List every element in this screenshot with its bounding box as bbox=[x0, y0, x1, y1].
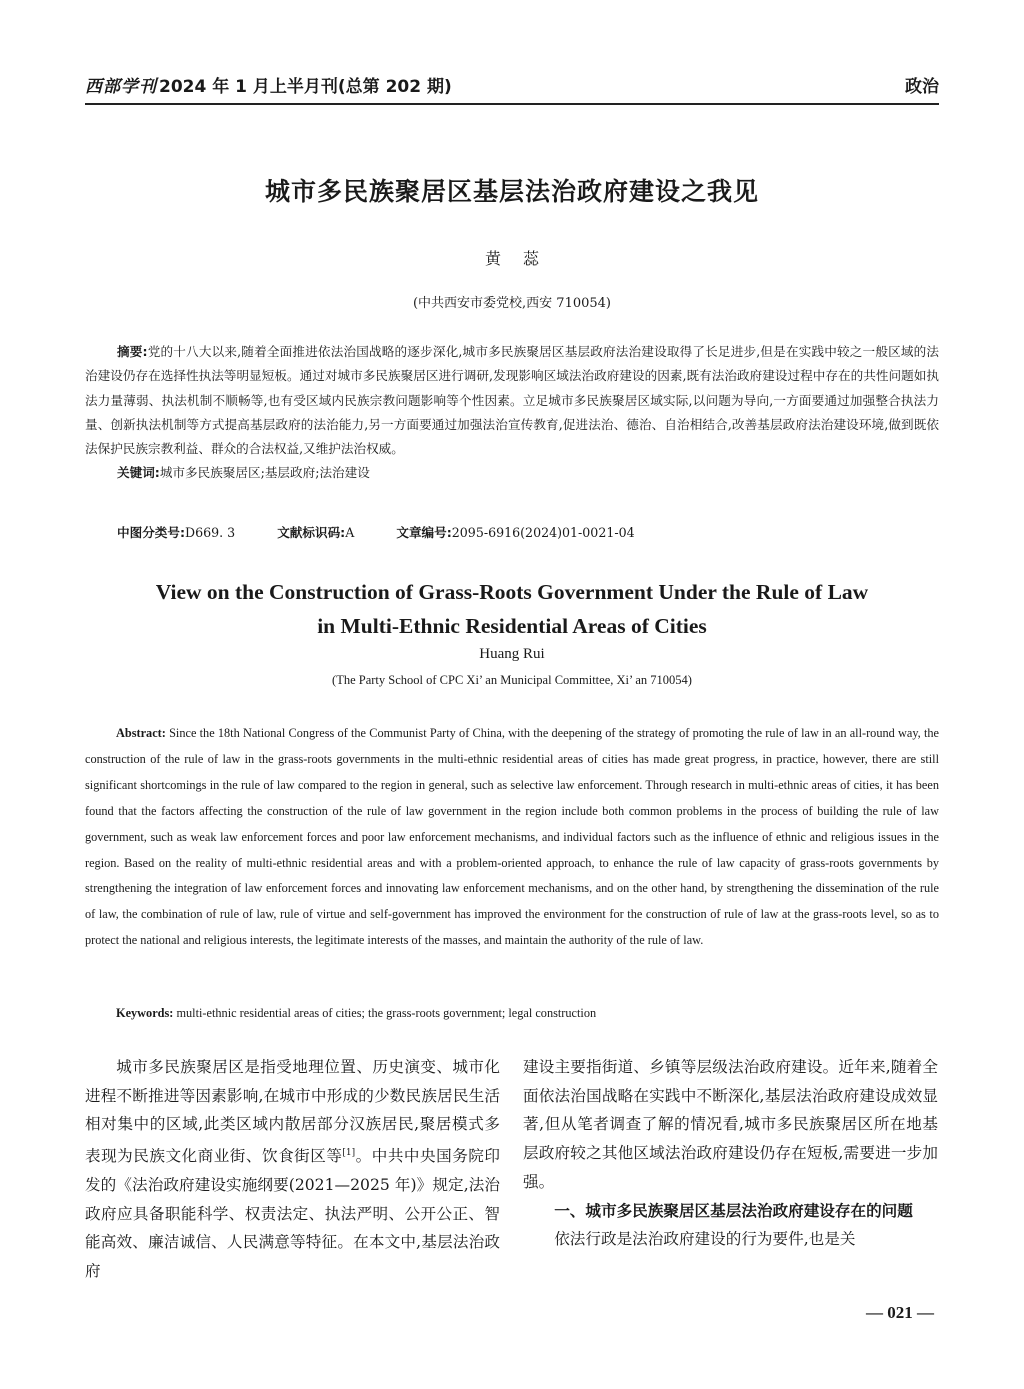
affiliation-cn: (中共西安市委党校,西安 710054) bbox=[412, 296, 612, 311]
section-heading: 一、城市多民族聚居区基层法治政府建设存在的问题 bbox=[554, 1201, 913, 1220]
abstract-cn-text: 党的十八大以来,随着全面推进依法治国战略的逐步深化,城市多民族聚居区基层政府法治建设取得了长足进步,但是在实践中较之一般区域的法治建设仍存在选择性执法等明显短板。通过对城市多民族聚居区进行调研,发现影响区域法治政府建设的因素,既有法治政府建设过程中存在的共性问题如执法力量薄弱、执法机制不顺畅等,也有受区域内民族宗教问题影响等个性因素。立足城市多民族聚居区域实际,以问题为导向,一方面要通过加强整合执法力量、创新执法机制等方式提高基层政府的法治能力,另一方面要通过加强法治宣传教育,促进法治、德治、自治相结合,改善基层政府法治建设环境,做到既依法保护民族宗教利益、群众的合法权益,又维护法治权威。 bbox=[85, 344, 939, 457]
citation-ref: [1] bbox=[342, 1148, 356, 1159]
classification-line bbox=[117, 522, 635, 541]
keywords-en bbox=[116, 1006, 939, 1021]
body-text: 。中共中央国务院印发的《法治政府建设实施纲要(2021—2025 年)》规定,法治政府应具备职能科学、权责法定、执法严明、公开公正、智能高效、廉洁诚信、人民满意等特征。在本文中,基层法治政府 bbox=[85, 1147, 500, 1281]
journal-issue bbox=[85, 72, 452, 97]
clc-value: D669. 3 bbox=[185, 525, 236, 540]
abstract-cn bbox=[85, 340, 939, 486]
title-en-line2: in Multi-Ethnic Residential Areas of Cities bbox=[317, 614, 707, 638]
body-paragraph: 建设主要指街道、乡镇等层级法治政府建设。近年来,随着全面依法治国战略在实践中不断深化,基层法治政府建设成效显著,但从笔者调查了解的情况看,城市多民族聚居区所在地基层政府较之其他区域法治政府建设仍存在短板,需要进一步加强。 bbox=[523, 1058, 938, 1191]
abstract-cn-label: 摘要: bbox=[117, 344, 148, 359]
keywords-cn-text: 城市多民族聚居区;基层政府;法治建设 bbox=[159, 465, 370, 481]
journal-logo: 西部学刊 bbox=[85, 77, 157, 97]
body-paragraph bbox=[85, 1053, 500, 1286]
body-column-right bbox=[523, 1053, 938, 1254]
keywords-en-label: Keywords: bbox=[116, 1006, 174, 1020]
affiliation-en: (The Party School of CPC Xi’ an Municipal Committee, Xi’ an 710054) bbox=[332, 673, 692, 687]
author-cn: 黄蕊 bbox=[484, 249, 561, 268]
section-label: 政治 bbox=[905, 77, 939, 97]
author-en: Huang Rui bbox=[479, 646, 545, 662]
article-no-label: 文章编号: bbox=[396, 525, 452, 540]
keywords-cn bbox=[85, 461, 939, 485]
body-text: 城市多民族聚居区是指受地理位置、历史演变、城市化进程不断推进等因素影响,在城市中形成的少数民族居民生活相对集中的区域,此类区域内散居部分汉族居民,聚居模式多表现为民族文化商业街、饮食街区等 bbox=[85, 1058, 500, 1166]
body-column-left bbox=[85, 1053, 500, 1286]
running-header bbox=[85, 72, 939, 100]
abstract-en bbox=[85, 721, 939, 954]
doc-code-label: 文献标识码: bbox=[277, 525, 346, 540]
issue-info: 2024 年 1 月上半月刊(总第 202 期) bbox=[159, 77, 452, 97]
article-title-en bbox=[60, 575, 964, 643]
abstract-en-text: Since the 18th National Congress of the Communist Party of China, with the deepening of the strategy of promoting the rule of law in an all-round way, the construction of the rule of law in the grass-roots governments in the multi-ethnic residential areas of cities has made great progress, in practice, however, there are still significant shortcomings in the rule of law compared to the region in general, such as selective law enforcement. Through research in multi-ethnic areas of cities, it has been found that the factors affecting the construction of the rule of law government in the region include both common problems in the process of building the rule of law government, such as weak law enforcement forces and poor law enforcement mechanisms, and individual factors such as the influence of ethnic and religious issues in the region. Based on the reality of multi-ethnic residential areas and with a problem-oriented approach, to enhance the rule of law capacity of grass-roots governments by strengthening the integration of law enforcement forces and innovating law enforcement mechanisms, and on the other hand, by strengthening the dissemination of the rule of law, the combination of rule of law, rule of virtue and self-government has improved the environment for the construction of rule of law at the grass-roots level, so as to protect the national and religious interests, the legitimate interests of the masses, and maintain the authority of the rule of law. bbox=[85, 726, 940, 948]
article-no-value: 2095-6916(2024)01-0021-04 bbox=[451, 525, 635, 540]
body-paragraph: 依法行政是法治政府建设的行为要件,也是关 bbox=[554, 1230, 856, 1249]
abstract-en-label: Abstract: bbox=[116, 726, 166, 740]
doc-code-value: A bbox=[345, 525, 355, 540]
header-rule bbox=[85, 103, 939, 105]
page-number: — 021 — bbox=[866, 1303, 934, 1322]
clc-label: 中图分类号: bbox=[117, 525, 186, 540]
keywords-cn-label: 关键词: bbox=[117, 465, 160, 481]
keywords-en-text: multi-ethnic residential areas of cities; the grass-roots government; legal construction bbox=[176, 1006, 597, 1020]
article-title-cn: 城市多民族聚居区基层法治政府建设之我见 bbox=[264, 177, 759, 206]
title-en-line1: View on the Construction of Grass-Roots Government Under the Rule of Law bbox=[155, 580, 869, 604]
